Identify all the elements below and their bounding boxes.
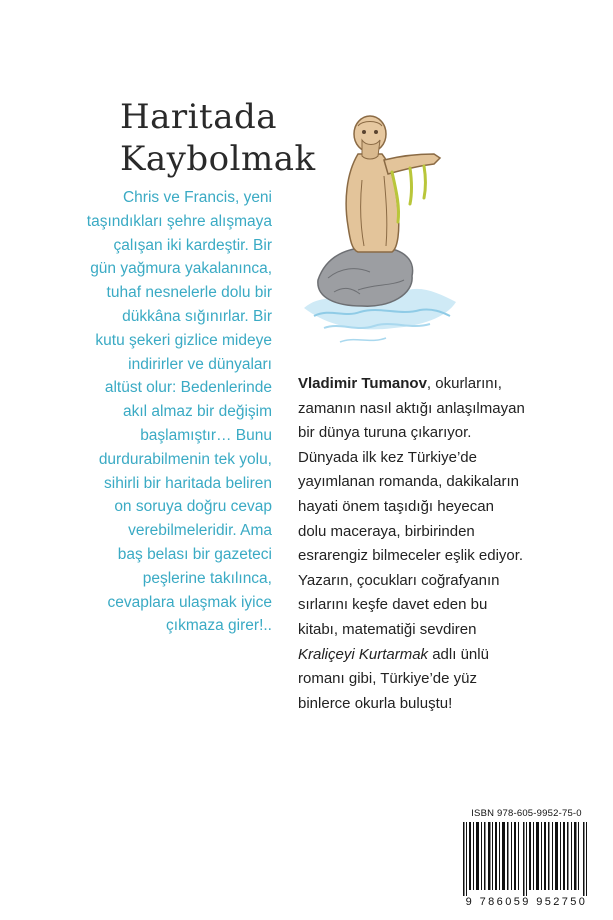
blurb-line: verebilmeleridir. Ama	[128, 522, 272, 540]
about-line: Dünyada ilk kez Türkiye’de	[298, 448, 477, 466]
other-book-title: Kraliçeyi Kurtarmak	[298, 645, 429, 663]
blurb-line: çıkmaza girer!..	[166, 617, 272, 635]
blurb-line: çalışan iki kardeştir. Bir	[113, 236, 272, 254]
barcode-block	[453, 808, 600, 912]
title-line-2: Kaybolmak	[120, 139, 316, 179]
about-line: zamanın nasıl aktığı anlaşılmayan	[298, 399, 525, 417]
blurb-line: peşlerine takılınca,	[142, 569, 272, 587]
about-line: romanı gibi, Türkiye’de yüz	[298, 670, 477, 688]
blurb-line: durdurabilmenin tek yolu,	[98, 450, 272, 468]
about-line: Vladimir Tumanov, okurlarını,	[298, 375, 502, 392]
blurb-text	[10, 186, 272, 638]
blurb-line: akıl almaz bir değişim	[122, 403, 272, 421]
blurb-line: cevaplara ulaşmak iyice	[107, 593, 272, 611]
title-line-1: Haritada	[120, 97, 278, 137]
blurb-line: başlamıştır… Bunu	[140, 426, 272, 444]
blurb-line: altüst olur: Bedenlerinde	[104, 379, 272, 397]
blurb-line: on soruya doğru cevap	[114, 498, 272, 516]
about-line: yayımlanan romanda, dakikaların	[298, 473, 519, 491]
isbn-label: ISBN 978-605-9952-75-0	[471, 808, 582, 819]
about-line: Kraliçeyi Kurtarmak adlı ünlü	[298, 645, 489, 663]
about-line: sırlarını keşfe davet eden bu	[298, 596, 488, 614]
blurb-line: sihirli bir haritada beliren	[104, 474, 272, 492]
blurb-line: dükkâna sığınırlar. Bir	[122, 307, 272, 325]
statue-illustration	[300, 80, 460, 350]
blurb-line: kutu şekeri gizlice mideye	[95, 331, 272, 349]
about-line: dolu maceraya, birbirinden	[298, 522, 475, 540]
about-line: Yazarın, çocukları coğrafyanın	[298, 571, 500, 589]
about-line: binlerce okurla buluştu!	[298, 694, 453, 712]
blurb-line: gün yağmura yakalanınca,	[90, 260, 272, 278]
blurb-line: indirirler ve dünyaları	[128, 355, 272, 373]
blurb-line: taşındıkları şehre alışmaya	[86, 212, 272, 230]
book-title	[120, 96, 316, 180]
about-line: kitabı, matematiği sevdiren	[298, 620, 477, 638]
about-line: esrarengiz bilmeceler eşlik ediyor.	[298, 547, 524, 565]
blurb-line: baş belası bir gazeteci	[117, 545, 272, 563]
blurb-line: Chris ve Francis, yeni	[122, 189, 272, 206]
author-name: Vladimir Tumanov	[298, 375, 427, 392]
about-line: bir dünya turuna çıkarıyor.	[298, 424, 472, 442]
ean-number: 9 786059 952750	[465, 896, 588, 908]
barcode-icon	[457, 822, 596, 896]
about-line: hayati önem taşıdığı heyecan	[298, 497, 494, 515]
author-description	[298, 372, 598, 716]
blurb-line: tuhaf nesnelerle dolu bir	[106, 284, 272, 302]
